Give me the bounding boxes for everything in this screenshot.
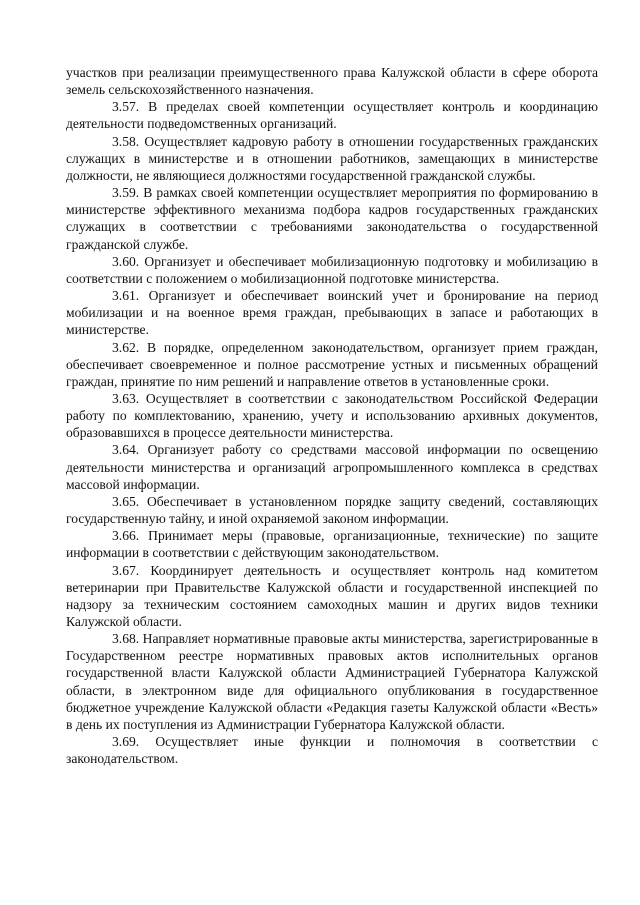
paragraph-3-68: 3.68. Направляет нормативные правовые акты министерства, зарегистрированные в Государственном реестре нормативных правовых актов исполнительных органов государственной власти Калужской области Администрацией Губернатора Калужской области, в электронном виде для официального опубликования в государственное бюджетное учреждение Калужской области «Редакция газеты Калужской области «Весть» в день их поступления из Администрации Губернатора Калужской области. [66,631,598,732]
paragraph-continuation: участков при реализации преимущественного права Калужской области в сфере оборота земель сельскохозяйственного назначения. [66,65,598,98]
paragraph-3-69: 3.69. Осуществляет иные функции и полномочия в соответствии с законодательством. [66,734,598,767]
paragraph-3-58: 3.58. Осуществляет кадровую работу в отношении государственных гражданских служащих в министерстве и в отношении работников, замещающих в министерстве должности, не являющиеся должностями государственной гражданской службы. [66,133,598,183]
paragraph-3-67: 3.67. Координирует деятельность и осуществляет контроль над комитетом ветеринарии при Правительстве Калужской области и государственной инспекцией по надзору за техническим состоянием самоходных машин и других видов техники Калужской области. [66,562,598,629]
paragraph-3-60: 3.60. Организует и обеспечивает мобилизационную подготовку и мобилизацию в соответствии с положением о мобилизационной подготовке министерства. [66,253,598,286]
paragraph-3-65: 3.65. Обеспечивает в установленном порядке защиту сведений, составляющих государственную тайну, и иной охраняемой законом информации. [66,493,598,527]
paragraph-3-59: 3.59. В рамках своей компетенции осуществляет мероприятия по формированию в министерстве эффективного механизма подбора кадров государственных гражданских служащих в соответствии с требованиями законодательства о государственной гражданской службе. [66,185,598,252]
paragraph-3-63: 3.63. Осуществляет в соответствии с законодательством Российской Федерации работу по комплектованию, хранению, учету и использованию архивных документов, образовавшихся в процессе деятельности министерства. [66,390,598,441]
paragraph-3-66: 3.66. Принимает меры (правовые, организационные, технические) по защите информации в соответствии с действующим законодательством. [66,528,598,561]
paragraph-3-64: 3.64. Организует работу со средствами массовой информации по освещению деятельности министерства и организаций агропромышленного комплекса в средствах массовой информации. [66,442,598,492]
paragraph-3-57: 3.57. В пределах своей компетенции осуществляет контроль и координацию деятельности подведомственных организаций. [66,99,598,132]
paragraph-3-61: 3.61. Организует и обеспечивает воинский учет и бронирование на период мобилизации и на военное время граждан, пребывающих в запасе и работающих в министерстве. [66,288,598,338]
paragraph-3-62: 3.62. В порядке, определенном законодательством, организует прием граждан, обеспечивает своевременное и полное рассмотрение устных и письменных обращений граждан, принятие по ним решений и направление ответов в установленные сроки. [66,339,598,389]
